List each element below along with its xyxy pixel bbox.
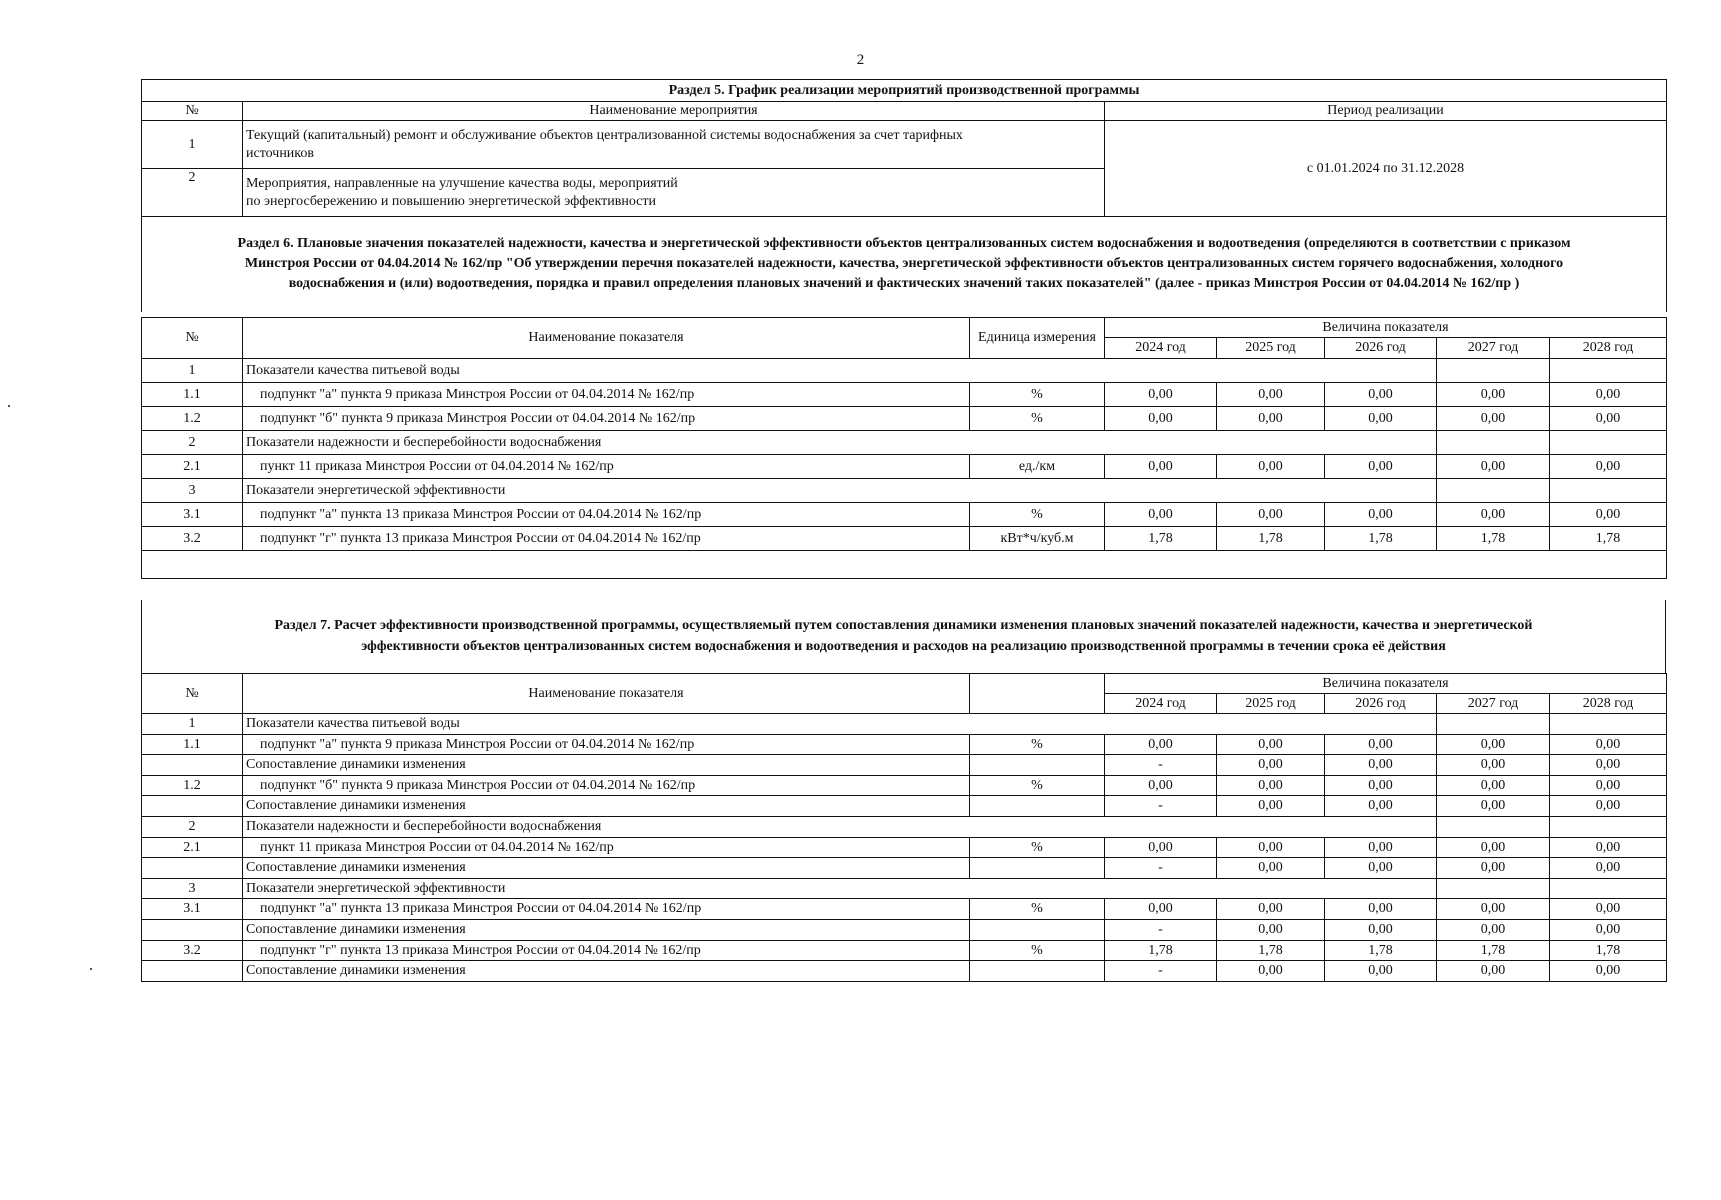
unit-cell: % — [970, 899, 1105, 920]
year-header: 2024 год — [1105, 338, 1217, 359]
empty-cell — [142, 858, 243, 879]
year-header: 2027 год — [1437, 694, 1550, 714]
dynamics-value: - — [1105, 961, 1217, 982]
indicator-name: подпункт "г" пункта 13 приказа Минстроя России от 04.04.2014 № 162/пр — [243, 527, 970, 551]
value-cell: 0,00 — [1550, 407, 1667, 431]
group-name: Показатели качества питьевой воды — [243, 714, 1437, 735]
row-number: 1.2 — [142, 775, 243, 796]
indicator-name: подпункт "б" пункта 9 приказа Минстроя России от 04.04.2014 № 162/пр — [243, 407, 970, 431]
dynamics-value: 0,00 — [1325, 796, 1437, 817]
dynamics-label: Сопоставление динамики изменения — [243, 858, 970, 879]
empty-cell — [1437, 714, 1550, 735]
value-cell: 1,78 — [1437, 527, 1550, 551]
section7-header-name: Наименование показателя — [243, 674, 970, 714]
unit-cell: % — [970, 383, 1105, 407]
row-number: 1.1 — [142, 383, 243, 407]
table-row — [142, 940, 1667, 961]
section6-title-line: Минстроя России от 04.04.2014 № 162/пр "Об утверждении перечня показателей надежности, качества, энергетической эффективности объектов централизованных систем горячего водоснабжения, холодного — [244, 256, 1564, 272]
value-cell: 0,00 — [1550, 899, 1667, 920]
table-row — [142, 527, 1667, 551]
row-number: 3.2 — [142, 527, 243, 551]
row-number: 2 — [142, 169, 243, 217]
empty-cell — [970, 961, 1105, 982]
row-number: 1 — [142, 359, 243, 383]
empty-cell — [1550, 479, 1667, 503]
row-number: 3.1 — [142, 899, 243, 920]
unit-cell: % — [970, 407, 1105, 431]
dynamics-value: 0,00 — [1437, 796, 1550, 817]
dynamics-label: Сопоставление динамики изменения — [243, 755, 970, 776]
section6-header-no: № — [142, 318, 243, 359]
table-row — [142, 837, 1667, 858]
value-cell: 0,00 — [1105, 837, 1217, 858]
dynamics-row — [142, 755, 1667, 776]
dynamics-value: 0,00 — [1437, 755, 1550, 776]
section5-table — [141, 79, 1667, 312]
value-cell: 0,00 — [1550, 503, 1667, 527]
section6-header-value: Величина показателя — [1105, 318, 1667, 338]
scan-speck — [90, 968, 92, 970]
group-row — [142, 714, 1667, 735]
group-row — [142, 359, 1667, 383]
section5-header-period: Период реализации — [1105, 102, 1667, 121]
dynamics-label: Сопоставление динамики изменения — [243, 961, 970, 982]
empty-cell — [970, 796, 1105, 817]
row-number: 2.1 — [142, 837, 243, 858]
unit-cell: % — [970, 503, 1105, 527]
value-cell: 1,78 — [1437, 940, 1550, 961]
indicator-name: подпункт "а" пункта 13 приказа Минстроя России от 04.04.2014 № 162/пр — [243, 899, 970, 920]
table-row — [142, 899, 1667, 920]
dynamics-row — [142, 919, 1667, 940]
year-header: 2024 год — [1105, 694, 1217, 714]
unit-cell: % — [970, 775, 1105, 796]
indicator-name: подпункт "б" пункта 9 приказа Минстроя России от 04.04.2014 № 162/пр — [243, 775, 970, 796]
value-cell: 0,00 — [1550, 734, 1667, 755]
dynamics-value: 0,00 — [1325, 755, 1437, 776]
value-cell: 0,00 — [1217, 383, 1325, 407]
empty-cell — [970, 755, 1105, 776]
value-cell: 0,00 — [1325, 899, 1437, 920]
value-cell: 0,00 — [1437, 775, 1550, 796]
indicator-name: пункт 11 приказа Минстроя России от 04.04.2014 № 162/пр — [243, 837, 970, 858]
value-cell: 0,00 — [1325, 775, 1437, 796]
page-number: 2 — [856, 52, 865, 68]
unit-cell: ед./км — [970, 455, 1105, 479]
section6-title-line: Раздел 6. Плановые значения показателей надежности, качества и энергетической эффективности объектов централизованных систем водоснабжения и водоотведения (определяются в соответствии с приказом — [237, 235, 1571, 251]
row-number: 3.1 — [142, 503, 243, 527]
dynamics-value: 0,00 — [1437, 858, 1550, 879]
dynamics-label: Сопоставление динамики изменения — [243, 796, 970, 817]
empty-cell — [142, 961, 243, 982]
unit-cell: % — [970, 837, 1105, 858]
indicator-name: подпункт "а" пункта 9 приказа Минстроя России от 04.04.2014 № 162/пр — [243, 383, 970, 407]
section6-header-unit: Единица измерения — [970, 318, 1105, 359]
section5-header-name: Наименование мероприятия — [243, 102, 1105, 121]
value-cell: 0,00 — [1217, 407, 1325, 431]
value-cell: 1,78 — [1325, 527, 1437, 551]
empty-cell — [970, 858, 1105, 879]
group-name: Показатели надежности и бесперебойности водоснабжения — [243, 816, 1437, 837]
value-cell: 1,78 — [1217, 527, 1325, 551]
group-row — [142, 816, 1667, 837]
year-header: 2026 год — [1325, 694, 1437, 714]
table-row — [142, 775, 1667, 796]
empty-cell — [1550, 878, 1667, 899]
activity-name — [243, 121, 1105, 169]
value-cell: 0,00 — [1105, 503, 1217, 527]
value-cell: 0,00 — [1217, 775, 1325, 796]
dynamics-value: - — [1105, 796, 1217, 817]
dynamics-value: 0,00 — [1325, 858, 1437, 879]
value-cell: 0,00 — [1437, 734, 1550, 755]
dynamics-value: 0,00 — [1437, 919, 1550, 940]
value-cell: 0,00 — [1325, 503, 1437, 527]
row-number: 1.2 — [142, 407, 243, 431]
activity-name — [243, 169, 1105, 217]
value-cell: 0,00 — [1437, 899, 1550, 920]
value-cell: 0,00 — [1325, 383, 1437, 407]
value-cell: 0,00 — [1437, 383, 1550, 407]
activity-name-line: по энергосбережению и повышению энергетической эффективности — [246, 193, 656, 209]
dynamics-value: 0,00 — [1550, 796, 1667, 817]
value-cell: 0,00 — [1217, 899, 1325, 920]
dynamics-value: 0,00 — [1217, 961, 1325, 982]
value-cell: 0,00 — [1325, 734, 1437, 755]
group-name: Показатели энергетической эффективности — [243, 479, 1437, 503]
section6-title — [142, 217, 1667, 312]
scan-speck — [8, 405, 10, 407]
value-cell: 0,00 — [1105, 899, 1217, 920]
row-number: 2 — [142, 431, 243, 455]
value-cell: 0,00 — [1217, 837, 1325, 858]
value-cell: 0,00 — [1105, 407, 1217, 431]
empty-cell — [1550, 714, 1667, 735]
dynamics-value: 0,00 — [1550, 919, 1667, 940]
group-row — [142, 479, 1667, 503]
section7-heading-table — [141, 600, 1666, 673]
empty-cell — [1550, 816, 1667, 837]
row-number: 1 — [142, 121, 243, 169]
value-cell: 0,00 — [1105, 775, 1217, 796]
dynamics-row — [142, 796, 1667, 817]
value-cell: 0,00 — [1550, 837, 1667, 858]
table-row — [142, 407, 1667, 431]
section7-title-line: Раздел 7. Расчет эффективности производственной программы, осуществляемый путем сопоставления динамики изменения плановых значений показателей надежности, качества и энергетической — [274, 618, 1533, 634]
empty-cell — [1550, 359, 1667, 383]
empty-cell — [1550, 431, 1667, 455]
value-cell: 0,00 — [1550, 455, 1667, 479]
group-row — [142, 431, 1667, 455]
dynamics-value: 0,00 — [1550, 961, 1667, 982]
empty-cell — [1437, 359, 1550, 383]
row-number: 3 — [142, 479, 243, 503]
empty-cell — [1437, 816, 1550, 837]
indicator-name: подпункт "г" пункта 13 приказа Минстроя России от 04.04.2014 № 162/пр — [243, 940, 970, 961]
empty-cell — [142, 796, 243, 817]
year-header: 2025 год — [1217, 338, 1325, 359]
dynamics-value: 0,00 — [1325, 961, 1437, 982]
value-cell: 0,00 — [1217, 503, 1325, 527]
value-cell: 0,00 — [1105, 734, 1217, 755]
table-row — [142, 383, 1667, 407]
dynamics-value: 0,00 — [1217, 858, 1325, 879]
empty-cell — [1437, 878, 1550, 899]
row-number: 3 — [142, 878, 243, 899]
row-number: 1 — [142, 714, 243, 735]
value-cell: 0,00 — [1105, 383, 1217, 407]
section5-header-no: № — [142, 102, 243, 121]
dynamics-value: 0,00 — [1325, 919, 1437, 940]
dynamics-value: 0,00 — [1217, 919, 1325, 940]
value-cell: 1,78 — [1550, 527, 1667, 551]
dynamics-label: Сопоставление динамики изменения — [243, 919, 970, 940]
row-number: 3.2 — [142, 940, 243, 961]
section7-header-unit — [970, 674, 1105, 714]
section6-title-line: водоснабжения и (или) водоотведения, порядка и правил определения плановых значений и фактических значений таких показателей" (далее - приказ Минстроя России от 04.04.2014 № 162/пр ) — [288, 276, 1520, 292]
value-cell: 1,78 — [1105, 940, 1217, 961]
value-cell: 1,78 — [1217, 940, 1325, 961]
empty-cell — [1437, 479, 1550, 503]
value-cell: 1,78 — [1550, 940, 1667, 961]
activity-name-line: Текущий (капитальный) ремонт и обслуживание объектов централизованной системы водоснабжения за счет тарифных — [246, 128, 963, 143]
row-number: 2.1 — [142, 455, 243, 479]
year-header: 2027 год — [1437, 338, 1550, 359]
dynamics-value: 0,00 — [1217, 755, 1325, 776]
table-row — [142, 734, 1667, 755]
dynamics-value: 0,00 — [1550, 755, 1667, 776]
value-cell: 1,78 — [1325, 940, 1437, 961]
indicator-name: пункт 11 приказа Минстроя России от 04.04.2014 № 162/пр — [243, 455, 970, 479]
year-header: 2025 год — [1217, 694, 1325, 714]
group-name: Показатели энергетической эффективности — [243, 878, 1437, 899]
indicator-name: подпункт "а" пункта 9 приказа Минстроя России от 04.04.2014 № 162/пр — [243, 734, 970, 755]
empty-cell — [1437, 431, 1550, 455]
activity-name-line: Мероприятия, направленные на улучшение качества воды, мероприятий — [246, 176, 678, 191]
section7-table — [141, 673, 1667, 982]
year-header: 2028 год — [1550, 338, 1667, 359]
value-cell: 1,78 — [1105, 527, 1217, 551]
value-cell: 0,00 — [1550, 775, 1667, 796]
value-cell: 0,00 — [1437, 455, 1550, 479]
group-name: Показатели надежности и бесперебойности водоснабжения — [243, 431, 1437, 455]
dynamics-row — [142, 961, 1667, 982]
dynamics-row — [142, 858, 1667, 879]
value-cell: 0,00 — [1325, 407, 1437, 431]
unit-cell: % — [970, 734, 1105, 755]
section6-table — [141, 317, 1667, 579]
dynamics-value: - — [1105, 858, 1217, 879]
value-cell: 0,00 — [1437, 837, 1550, 858]
group-row — [142, 878, 1667, 899]
section7-header-no: № — [142, 674, 243, 714]
value-cell: 0,00 — [1437, 407, 1550, 431]
year-header: 2026 год — [1325, 338, 1437, 359]
value-cell: 0,00 — [1325, 837, 1437, 858]
empty-cell — [970, 919, 1105, 940]
section5-title: Раздел 5. График реализации мероприятий производственной программы — [142, 80, 1667, 102]
value-cell: 0,00 — [1550, 383, 1667, 407]
empty-cell — [142, 755, 243, 776]
row-number: 1.1 — [142, 734, 243, 755]
dynamics-value: - — [1105, 755, 1217, 776]
value-cell: 0,00 — [1325, 455, 1437, 479]
section7-title — [142, 600, 1666, 673]
year-header: 2028 год — [1550, 694, 1667, 714]
unit-cell: кВт*ч/куб.м — [970, 527, 1105, 551]
dynamics-value: 0,00 — [1437, 961, 1550, 982]
value-cell: 0,00 — [1105, 455, 1217, 479]
value-cell: 0,00 — [1217, 734, 1325, 755]
value-cell: 0,00 — [1217, 455, 1325, 479]
section7-title-line: эффективности объектов централизованных систем водоснабжения и водоотведения и расходов на реализацию производственной программы в течении срока её действия — [361, 638, 1446, 654]
dynamics-value: 0,00 — [1550, 858, 1667, 879]
indicator-name: подпункт "а" пункта 13 приказа Минстроя России от 04.04.2014 № 162/пр — [243, 503, 970, 527]
group-name: Показатели качества питьевой воды — [243, 359, 1437, 383]
value-cell: 0,00 — [1437, 503, 1550, 527]
section7-header-value: Величина показателя — [1105, 674, 1667, 694]
empty-cell — [142, 919, 243, 940]
table-row — [142, 121, 1667, 169]
section6-header-name: Наименование показателя — [243, 318, 970, 359]
unit-cell: % — [970, 940, 1105, 961]
table-row — [142, 503, 1667, 527]
row-number: 2 — [142, 816, 243, 837]
table-row — [142, 455, 1667, 479]
dynamics-value: - — [1105, 919, 1217, 940]
implementation-period: с 01.01.2024 по 31.12.2028 — [1105, 121, 1667, 217]
dynamics-value: 0,00 — [1217, 796, 1325, 817]
activity-name-line: источников — [246, 145, 315, 161]
